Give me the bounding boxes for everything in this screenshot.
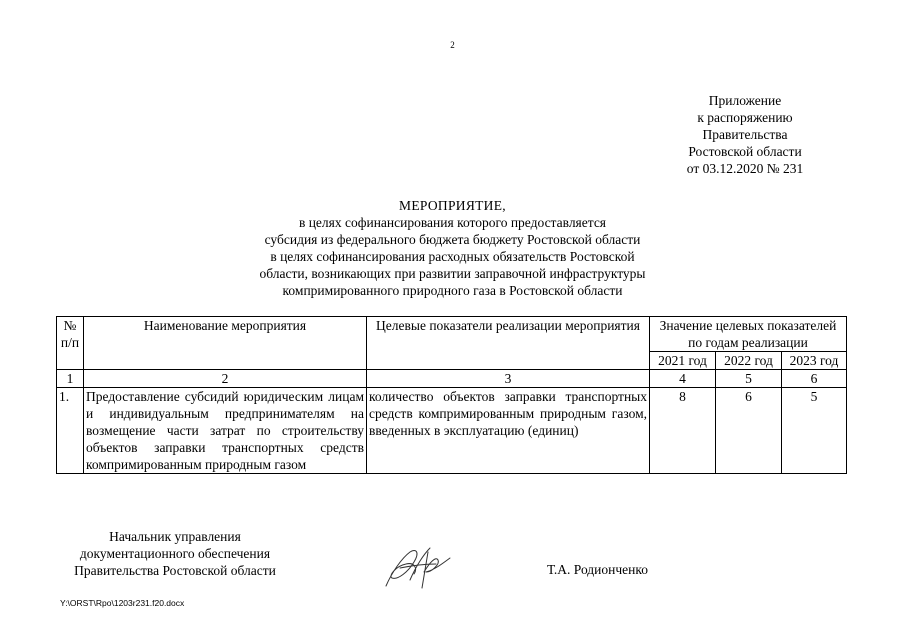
- page-number: 2: [450, 40, 455, 50]
- appendix-block: [660, 92, 830, 177]
- table-row: [57, 388, 847, 474]
- column-number: 4: [650, 370, 716, 388]
- title-line: компримированного природного газа в Ростовской области: [282, 283, 623, 298]
- title-line: в целях софинансирования расходных обязательств Ростовской: [270, 249, 635, 264]
- row-value-2021: 8: [650, 388, 716, 474]
- header-name: Наименование мероприятия: [84, 317, 367, 370]
- column-number: 3: [367, 370, 650, 388]
- row-num: 1.: [57, 388, 84, 474]
- column-number: 6: [782, 370, 847, 388]
- title-line: субсидия из федерального бюджета бюджету Ростовской области: [264, 232, 641, 247]
- header-targets: Целевые показатели реализации мероприятия: [367, 317, 650, 370]
- column-numbers-row: [57, 370, 847, 388]
- events-table: [56, 316, 847, 474]
- title-line: области, возникающих при развитии заправочной инфраструктуры: [259, 266, 646, 281]
- column-number: 1: [57, 370, 84, 388]
- header-values: Значение целевых показателей по годам реализации: [650, 317, 847, 352]
- position-line: Правительства Ростовской области: [74, 563, 276, 578]
- header-year: 2021 год: [650, 352, 716, 370]
- row-target: количество объектов заправки транспортных средств компримированным природным газом, введенных в эксплуатацию (единиц): [367, 388, 650, 474]
- signer-position: [55, 528, 295, 579]
- title-line: в целях софинансирования которого предоставляется: [298, 215, 607, 230]
- column-number: 5: [716, 370, 782, 388]
- header-year: 2023 год: [782, 352, 847, 370]
- title-heading: МЕРОПРИЯТИЕ,: [399, 198, 506, 213]
- appendix-line: Ростовской области: [688, 144, 802, 159]
- signer-name: Т.А. Родионченко: [547, 562, 648, 577]
- signature-icon: [380, 542, 460, 592]
- position-line: документационного обеспечения: [79, 546, 271, 561]
- document-title: [200, 197, 705, 299]
- appendix-date-line: от 03.12.2020 № 231: [686, 161, 804, 176]
- appendix-line: Приложение: [708, 93, 782, 108]
- header-year: 2022 год: [716, 352, 782, 370]
- file-path: Y:\ORST\Rpo\1203r231.f20.docx: [60, 598, 185, 608]
- column-number: 2: [84, 370, 367, 388]
- appendix-line: к распоряжению: [697, 110, 793, 125]
- row-value-2022: 6: [716, 388, 782, 474]
- row-event-name: Предоставление субсидий юридическим лицам и индивидуальным предпринимателям на возмещение части затрат по строительству объектов заправки транспортных средств компримированным природным газом: [84, 388, 367, 474]
- table-header-row: [57, 317, 847, 352]
- appendix-line: Правительства: [702, 127, 788, 142]
- position-line: Начальник управления: [109, 529, 241, 544]
- header-num: № п/п: [57, 317, 84, 370]
- row-value-2023: 5: [782, 388, 847, 474]
